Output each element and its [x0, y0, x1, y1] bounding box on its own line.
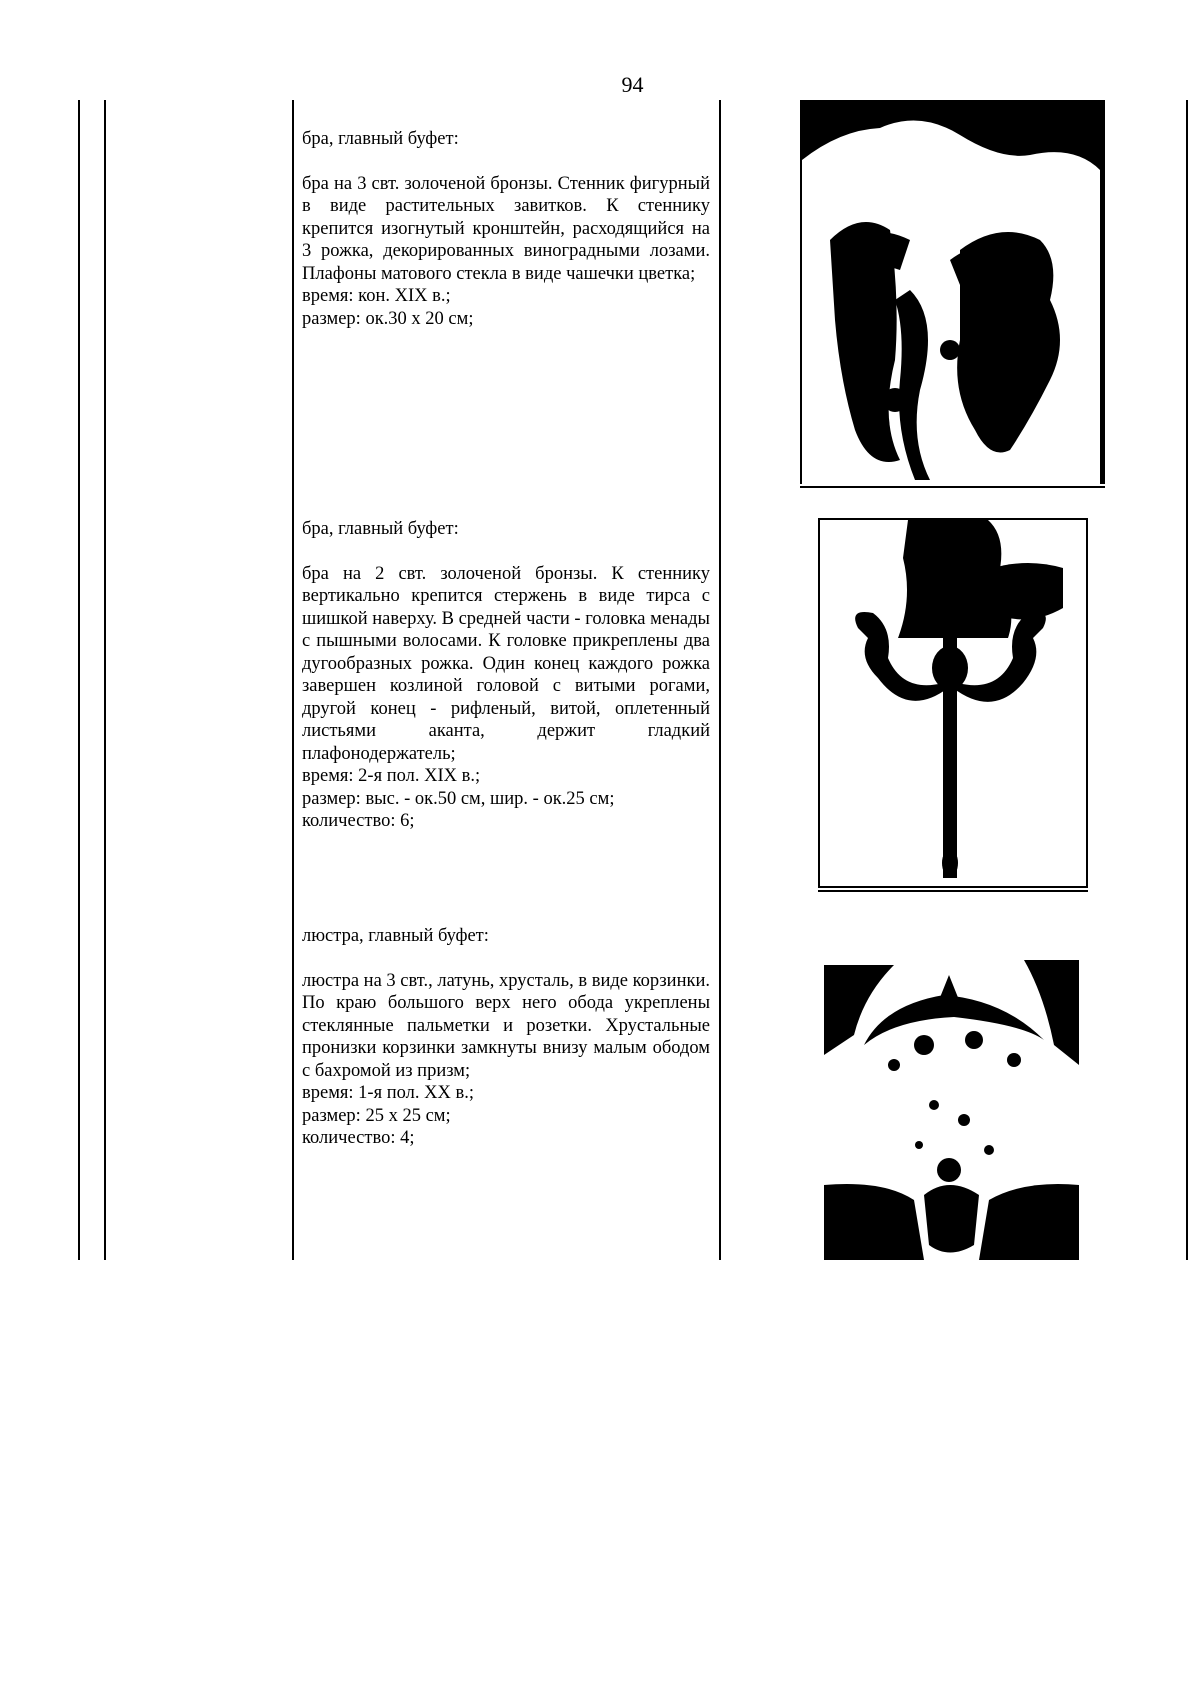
chandelier-photo [824, 955, 1079, 1260]
entry-description: бра на 3 свт. золоченой бронзы. Стенник фигурный в виде растительных завитков. К стеннику крепится изогнутый кронштейн, расходящийся на 3 рожка, декорированных виноградными лозами. Плафоны матового стекла в виде чашечки цветка; [302, 173, 710, 284]
catalog-entry [302, 128, 710, 330]
table-column-divider-2 [719, 100, 721, 1260]
sconce-photo-1 [800, 100, 1105, 493]
entry-title: бра, главный буфет: [302, 519, 459, 539]
catalog-entry [302, 518, 710, 833]
page-number: 94 [621, 72, 644, 97]
table-border-left-outer [78, 100, 80, 1260]
entry-time: время: 1-я пол. XX в.; [302, 1083, 474, 1103]
sconce-photo-2 [818, 518, 1088, 898]
entry-quantity: количество: 4; [302, 1128, 415, 1148]
entry-description: бра на 2 свт. золоченой бронзы. К стеннику вертикально крепится стержень в виде тирса с шишкой наверху. В средней части - головка менады с пышными волосами. К головке прикреплены два дугообразных рожка. Один конец каждого рожка завершен козлиной головой с витыми рогами, другой конец - рифленый, витой, оплетенный листьями аканта, держит гладкий плафонодержатель; [302, 563, 710, 764]
table-column-divider-1 [292, 100, 294, 1260]
entry-size: размер: ок.30 х 20 см; [302, 308, 474, 329]
table-border-right [1186, 100, 1188, 1260]
entry-time: время: 2-я пол. XIX в.; [302, 766, 481, 786]
entry-size: размер: выс. - ок.50 см, шир. - ок.25 см; [302, 788, 615, 809]
catalog-entry [302, 925, 710, 1150]
entry-title: люстра, главный буфет: [302, 926, 489, 946]
entry-description: люстра на 3 свт., латунь, хрусталь, в виде корзинки. По краю большого верх него обода укреплены стеклянные пальметки и розетки. Хрустальные пронизки корзинки замкнуты внизу малым ободом с бахромой из призм; [302, 970, 710, 1081]
entry-size: размер: 25 х 25 см; [302, 1105, 451, 1126]
entry-time: время: кон. XIX в.; [302, 286, 451, 306]
entry-title: бра, главный буфет: [302, 129, 459, 149]
table-border-left-inner [104, 100, 106, 1260]
entry-quantity: количество: 6; [302, 811, 415, 831]
